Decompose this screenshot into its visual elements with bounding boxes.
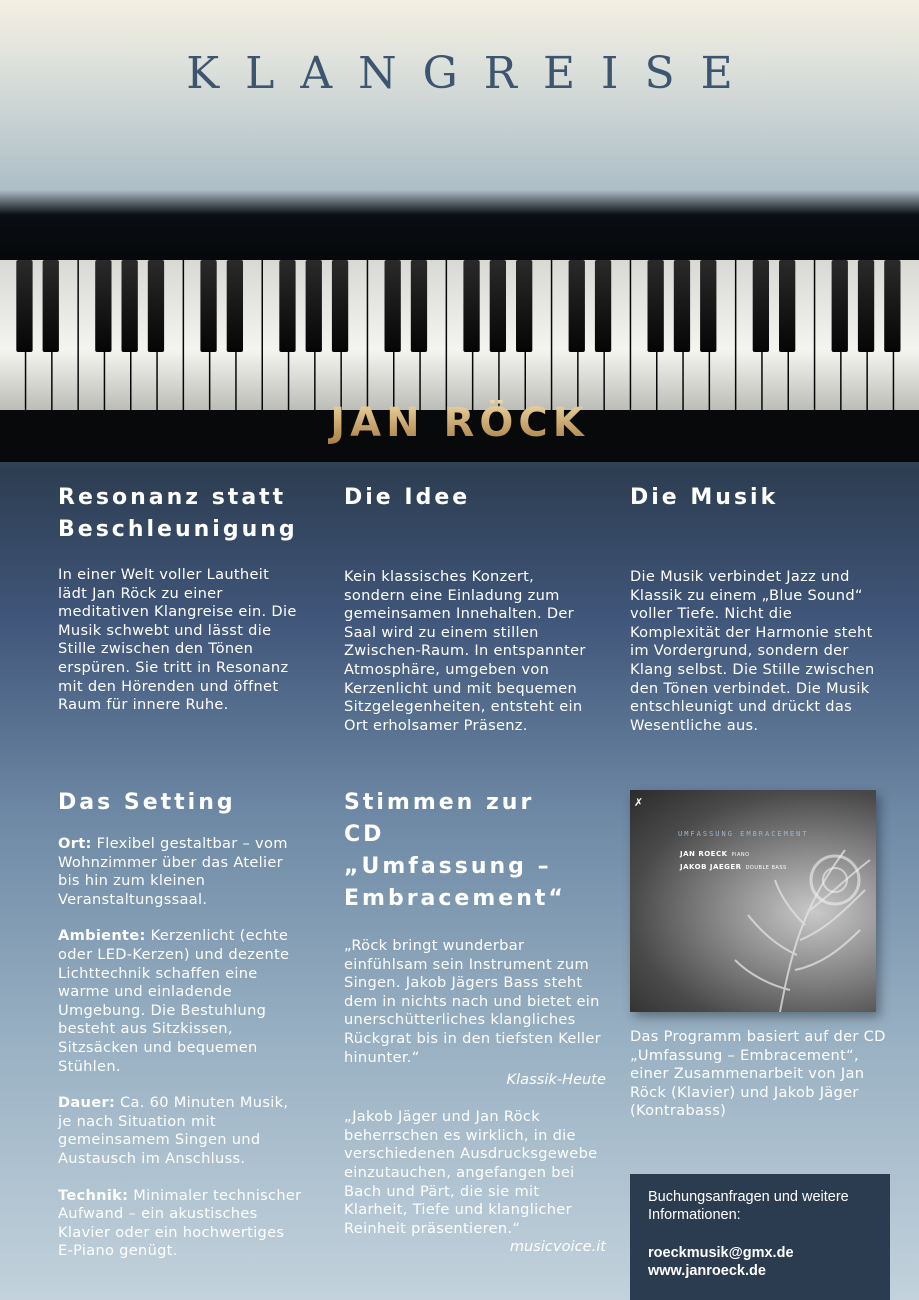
piano-keyboard-image: [0, 190, 919, 462]
label-logo-icon: ✗: [634, 796, 644, 809]
black-key: [648, 260, 664, 352]
black-key: [700, 260, 716, 352]
black-key: [832, 260, 848, 352]
cd-caption: [630, 1028, 892, 1121]
quote-text: „Röck bringt wunderbar einfühlsam sein Instrument zum Singen. Jakob Jägers Bass steht dem in nichts nach und bietet ein unerschütterliches klangliches Rückgrat bis in den tiefsten Keller hinunter.“: [344, 937, 601, 1066]
black-key: [674, 260, 690, 352]
contact-intro: Buchungsanfragen und weitere Informationen:: [648, 1189, 849, 1223]
section-heading: Das Setting: [58, 790, 236, 815]
black-key: [569, 260, 585, 352]
black-key: [884, 260, 900, 352]
cd-cover-image: [630, 790, 876, 1012]
cd-artist-2: JAKOB JAEGER DOUBLE BASS: [680, 863, 787, 871]
setting-item-dauer: Dauer: Ca. 60 Minuten Musik, je nach Situation mit gemeinsamem Singen und Austausch im Anschluss.: [58, 1094, 289, 1167]
contact-website-link[interactable]: www.janroeck.de: [648, 1263, 766, 1279]
section-heading: Die Musik: [630, 485, 779, 510]
quote-source: Klassik-Heute: [506, 1071, 606, 1089]
page-title: KLANGREISE: [186, 48, 759, 99]
section-musik: [630, 482, 880, 735]
black-key: [779, 260, 795, 352]
black-key: [16, 260, 32, 352]
black-key: [595, 260, 611, 352]
section-text: In einer Welt voller Lautheit lädt Jan Röck zu einer meditativen Klangreise ein. Die Musik schwebt und lässt die Stille zwischen den Tönen erspüren. Sie tritt in Resonanz mit den Hörenden und öffnet Raum für innere Ruhe.: [58, 566, 297, 714]
black-key: [227, 260, 243, 352]
section-idee: [344, 482, 599, 735]
black-key: [753, 260, 769, 352]
black-key: [306, 260, 322, 352]
setting-item-ambiente: Ambiente: Kerzenlicht (echte oder LED-Kerzen) und dezente Lichttechnik schaffen eine warme und einladende Umgebung. Die Bestuhlung besteht aus Sitzkissen, Sitzsäcken und bequemen Stühlen.: [58, 927, 290, 1075]
black-key: [279, 260, 295, 352]
cd-title: UMFASSUNG EMBRACEMENT: [678, 830, 809, 838]
black-key: [95, 260, 111, 352]
section-heading: Die Idee: [344, 485, 471, 510]
cd-artist-1: JAN ROECK PIANO: [680, 850, 750, 858]
setting-item-technik: Technik: Minimaler technischer Aufwand – ein akustisches Klavier oder ein hochwertiges E-Piano genügt.: [58, 1186, 302, 1260]
quote-source: musicvoice.it: [509, 1238, 606, 1256]
black-key: [122, 260, 138, 352]
section-voices: [344, 787, 606, 1255]
black-key: [463, 260, 479, 352]
black-key: [385, 260, 401, 352]
black-key: [516, 260, 532, 352]
quote-block: [344, 937, 606, 1088]
cd-caption-text: Das Programm basiert auf der CD „Umfassung – Embracement“, einer Zusammenarbeit von Jan Röck (Klavier) und Jakob Jäger (Kontrabass): [630, 1028, 886, 1120]
contact-email-link[interactable]: roeckmusik@gmx.de: [648, 1245, 794, 1261]
section-resonanz: [58, 482, 298, 715]
black-key: [148, 260, 164, 352]
black-key: [411, 260, 427, 352]
quote-text: „Jakob Jäger und Jan Röck beherrschen es wirklich, in die verschiedenen Ausdrucksgewebe einzutauchen, angefangen bei Bach und Pärt, die sie mit Klarheit, Tiefe und klanglicher Reinheit präsentieren.“: [344, 1108, 598, 1237]
section-text: Kein klassisches Konzert, sondern eine Einladung zum gemeinsamen Innehalten. Der Saal wird zu einem stillen Zwischen-Raum. In entspannter Atmosphäre, umgeben von Kerzenlicht und mit bequemen Sitzgelegenheiten, entsteht ein Ort erholsamer Präsenz.: [344, 568, 586, 734]
artist-name: JAN RÖCK: [0, 400, 919, 446]
fern-graphic: [630, 790, 876, 1012]
black-key: [332, 260, 348, 352]
black-key: [858, 260, 874, 352]
section-setting: [58, 787, 303, 1279]
section-text: Die Musik verbindet Jazz und Klassik zu einem „Blue Sound“ voller Tiefe. Nicht die Komplexität der Harmonie steht im Vordergrund, sondern der Klang selbst. Die Stille zwischen den Tönen verbindet. Die Musik entschleunigt und drückt das Wesentliche aus.: [630, 568, 875, 734]
section-heading: Stimmen zur CD „Umfassung – Embracement“: [344, 790, 566, 911]
black-key: [200, 260, 216, 352]
black-key: [490, 260, 506, 352]
contact-box: [630, 1174, 890, 1300]
section-heading: Resonanz statt Beschleunigung: [58, 485, 298, 542]
setting-item-ort: Ort: Flexibel gestaltbar – vom Wohnzimmer über das Atelier bis hin zum kleinen Veranstaltungssaal.: [58, 835, 288, 908]
quote-block: [344, 1108, 606, 1255]
black-key: [43, 260, 59, 352]
